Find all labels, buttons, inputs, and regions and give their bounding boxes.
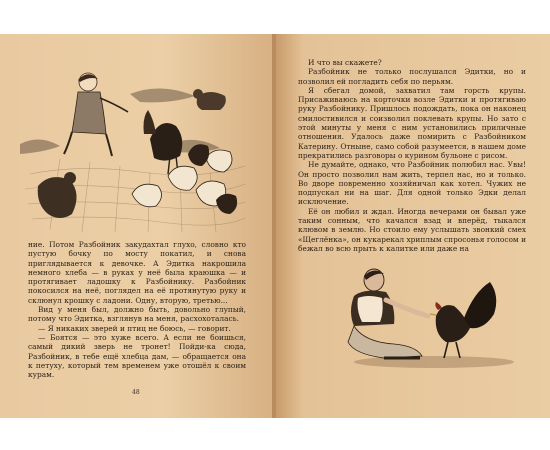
paragraph: Я сбегал домой, захватил там горсть крупы. Присаживаюсь на корточки возле Эдитки и протягиваю руку Разбойнику. Пришлось подождать, пока он наконец смилостивился и соизволил поклевать крупы. Но зато с этой минуты у меня с ним установились приличные отношения. Удалось даже помирить с Разбойником Катерину. Отныне, само собой разумеется, в нашем доме прекратились разговоры о курином бульоне с рисом. — [298, 85, 526, 160]
illustration-girl-with-chickens — [20, 54, 245, 234]
paragraph: И что вы скажете? — [308, 58, 382, 67]
paragraph: — Я никаких зверей и птиц не боюсь, — говорит. — [38, 323, 231, 333]
paragraph: Не думайте, однако, что Разбойник полюбил нас. Увы! Он просто позволил нам жить, терпел нас, но и только. Во дворе повременно хозяйничал как хотел. Чужих не подпускал ни на шаг. Для одной только Эдки делал исключение. — [298, 160, 526, 207]
right-page-text — [298, 58, 526, 253]
paragraph: ние. Потом Разбойник закудахтал глухо, словно кто пустую бочку по мосту покатил, и снова приглядывается к девочке. А Эдитка накрошила немного хлеба — в руках у неё была краюшка — и протягивает ладошку к Разбойнику. Разбойник покосился на неё, поглядел на её протянутую руку и склюнул крошку с ладони. Одну, вторую, третью... — [28, 240, 246, 305]
left-page — [0, 34, 274, 418]
paragraph: — Боятся — это хуже всего. А если не боишься, самый дикий зверь не тронет! Пойди-ка сюда, Разбойник, в тебе ещё хлебца дам, — обращается она к петуху, который тем временем уже отошёл к своим курам. — [28, 332, 246, 380]
paragraph: Её он любил и ждал. Иногда вечерами он бывал уже таким сонным, что качался взад и вперёд, тыкался клювом в землю. Но стоило ему услышать звонкий смех «Щеглёнка», он кукарекал хриплым спросонья голосом и бежал во всю прыть к калитке или даже на — [298, 206, 526, 253]
paragraph: Разбойник не только послушался Эдитки, но и позволил ей погладить себя по перьям. — [298, 67, 526, 86]
right-page — [276, 34, 550, 418]
book-spread — [0, 34, 550, 418]
page-number: 48 — [132, 389, 140, 396]
left-page-text — [28, 240, 246, 379]
illustration-man-feeding-rooster — [324, 262, 524, 372]
paragraph: Вид у меня был, должно быть, довольно глупый, потому что Эдитка, взглянув на меня, расхохоталась. — [28, 305, 246, 324]
